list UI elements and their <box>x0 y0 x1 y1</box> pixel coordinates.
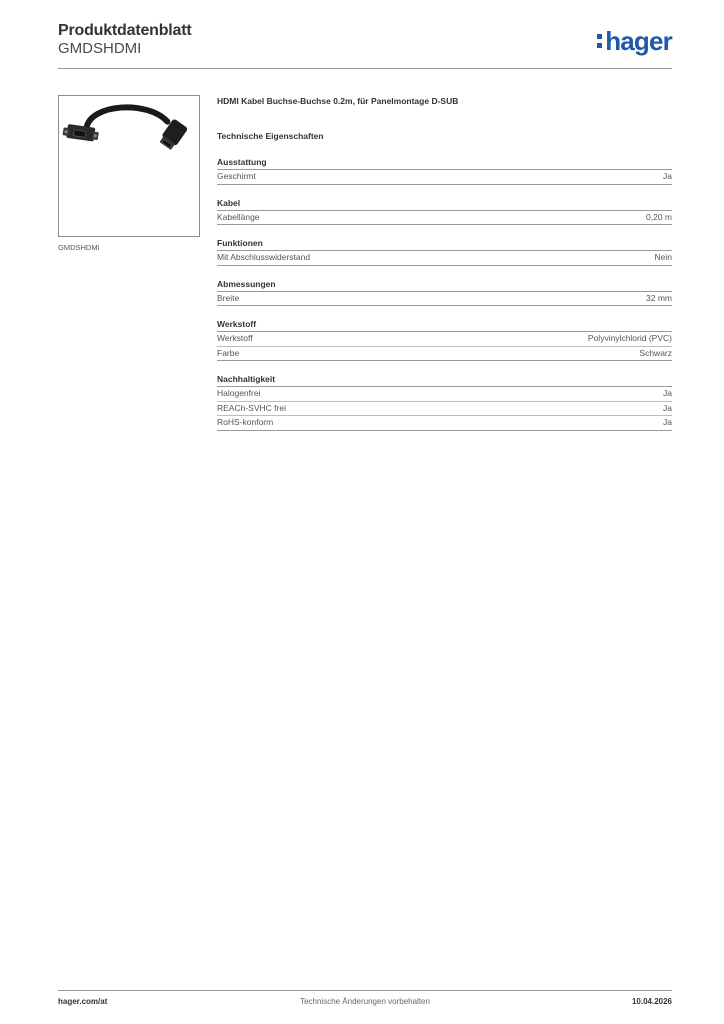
spec-label: Farbe <box>217 347 240 358</box>
spec-value: Ja <box>663 171 672 181</box>
product-description: HDMI Kabel Buchse-Buchse 0.2m, für Panelmontage D-SUB <box>217 96 459 106</box>
spec-group-title: Abmessungen <box>217 278 672 292</box>
spec-label: Halogenfrei <box>217 388 261 398</box>
product-details <box>217 95 672 431</box>
document-title: Produktdatenblatt <box>58 22 192 39</box>
spec-group <box>217 237 672 266</box>
footer-notice: Technische Änderungen vorbehalten <box>300 997 430 1006</box>
spec-row <box>217 332 672 347</box>
spec-value: Schwarz <box>639 347 672 358</box>
spec-group-title: Kabel <box>217 197 672 211</box>
website-link[interactable]: hager.com/at <box>58 997 108 1006</box>
spec-group-title: Funktionen <box>217 237 672 251</box>
spec-value: Ja <box>663 417 672 427</box>
spec-group-title: Werkstoff <box>217 318 672 332</box>
spec-value: 32 mm <box>646 292 672 303</box>
section-heading: Technische Eigenschaften <box>217 131 324 141</box>
spec-group <box>217 156 672 185</box>
hager-logo <box>597 24 672 58</box>
document-date: 10.04.2026 <box>631 997 672 1006</box>
spec-value: Polyvinylchlorid (PVC) <box>587 333 672 343</box>
spec-label: Mit Abschlusswiderstand <box>217 252 311 262</box>
product-code: GMDSHDMI <box>58 40 142 57</box>
spec-label: RoHS-konform <box>217 417 274 427</box>
footer-divider <box>58 990 672 991</box>
page-footer <box>58 997 672 1011</box>
spec-group <box>217 278 672 307</box>
spec-value: Ja <box>663 388 672 398</box>
spec-row <box>217 416 672 431</box>
spec-label: REACh-SVHC frei <box>217 402 286 413</box>
spec-label: Breite <box>217 292 240 303</box>
image-caption: GMDSHDMI <box>58 243 100 252</box>
spec-group <box>217 318 672 361</box>
spec-row <box>217 347 672 362</box>
logo-dots-icon <box>597 32 602 50</box>
spec-value: Nein <box>654 252 672 262</box>
spec-label: Kabellänge <box>217 211 260 222</box>
spec-label: Werkstoff <box>217 333 253 343</box>
spec-value: Ja <box>663 402 672 413</box>
spec-row <box>217 251 672 266</box>
spec-row <box>217 402 672 417</box>
spec-row <box>217 211 672 226</box>
spec-value: 0,20 m <box>646 211 672 222</box>
header-divider <box>58 68 672 69</box>
hdmi-cable-icon <box>59 96 199 236</box>
spec-group-title: Ausstattung <box>217 156 672 170</box>
spec-label: Geschirmt <box>217 171 256 181</box>
spec-row <box>217 387 672 402</box>
product-image <box>58 95 200 237</box>
spec-row <box>217 170 672 185</box>
spec-group-title: Nachhaltigkeit <box>217 373 672 387</box>
spec-group <box>217 197 672 226</box>
page-header <box>58 20 672 68</box>
logo-wordmark: hager <box>605 26 672 56</box>
spec-row <box>217 292 672 307</box>
spec-group <box>217 373 672 431</box>
